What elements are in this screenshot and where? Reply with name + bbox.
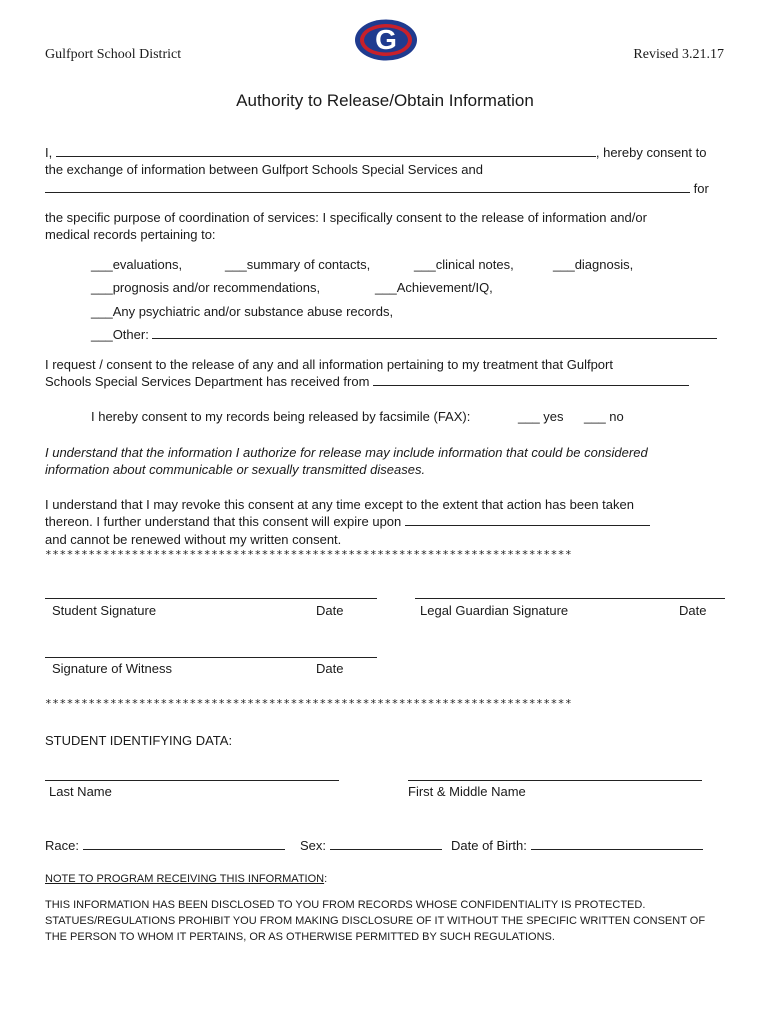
- note-colon: :: [324, 873, 328, 885]
- sex-label: Sex:: [300, 838, 327, 853]
- consent-suffix: , hereby consent to: [595, 145, 707, 160]
- dob-row: [451, 838, 703, 853]
- received-from-field[interactable]: [373, 374, 689, 386]
- sex-row: [300, 838, 442, 853]
- guardian-signature-line[interactable]: [415, 598, 725, 599]
- last-name-line[interactable]: [45, 780, 339, 781]
- dob-field[interactable]: [531, 838, 703, 850]
- race-field[interactable]: [83, 838, 285, 850]
- request-line-2-text: Schools Special Services Department has received from: [45, 374, 370, 389]
- request-line-2: [45, 374, 689, 389]
- expiration-field[interactable]: [405, 514, 650, 526]
- disclosure-line-2: information about communicable or sexually transmitted diseases.: [45, 462, 426, 477]
- option-achievement[interactable]: ___Achievement/IQ,: [375, 280, 493, 295]
- student-signature-label: Student Signature: [52, 603, 157, 618]
- consent-prefix: I,: [45, 145, 53, 160]
- revoke-line-1: I understand that I may revoke this consent at any time except to the extent that action has been taken: [45, 497, 634, 512]
- guardian-signature-label: Legal Guardian Signature: [420, 603, 569, 618]
- consent-line-3: [45, 181, 709, 196]
- separator-top: *************************************************************************: [45, 548, 573, 561]
- revoke-line-2: [45, 514, 650, 529]
- option-other-label: ___Other:: [91, 327, 149, 342]
- option-diagnosis[interactable]: ___diagnosis,: [553, 257, 634, 272]
- note-line-1: THIS INFORMATION HAS BEEN DISCLOSED TO YOU FROM RECORDS WHOSE CONFIDENTIALITY IS PROTECTED.: [45, 899, 646, 911]
- first-name-label: First & Middle Name: [408, 784, 526, 799]
- witness-date-label: Date: [316, 661, 344, 676]
- revoke-line-2-text: thereon. I further understand that this consent will expire upon: [45, 514, 402, 529]
- for-word: for: [693, 181, 709, 196]
- fax-consent-text: I hereby consent to my records being released by facsimile (FAX):: [91, 409, 471, 424]
- revised-date: Revised 3.21.17: [633, 47, 724, 62]
- district-name: Gulfport School District: [45, 47, 182, 62]
- dob-label: Date of Birth:: [451, 838, 527, 853]
- witness-signature-line[interactable]: [45, 657, 377, 658]
- student-signature-line[interactable]: [45, 598, 377, 599]
- page-title: Authority to Release/Obtain Information: [236, 91, 534, 110]
- revoke-line-3: and cannot be renewed without my written consent.: [45, 532, 342, 547]
- logo-letter: G: [375, 24, 397, 55]
- note-heading-row: [45, 873, 327, 885]
- consent-line-2: the exchange of information between Gulfport Schools Special Services and: [45, 162, 483, 177]
- request-line-1: I request / consent to the release of any and all information pertaining to my treatment that Gulfport: [45, 357, 613, 372]
- option-prognosis[interactable]: ___prognosis and/or recommendations,: [91, 280, 321, 295]
- separator-bottom: *************************************************************************: [45, 697, 573, 710]
- agency-field[interactable]: [45, 181, 690, 193]
- first-name-line[interactable]: [408, 780, 702, 781]
- district-logo: [354, 18, 418, 62]
- purpose-line-2: medical records pertaining to:: [45, 227, 216, 242]
- race-label: Race:: [45, 838, 79, 853]
- fax-no-option[interactable]: ___ no: [584, 409, 624, 424]
- option-other[interactable]: [91, 327, 717, 342]
- option-evaluations[interactable]: ___evaluations,: [91, 257, 183, 272]
- disclosure-line-1: I understand that the information I authorize for release may include information that could be considered: [45, 445, 648, 460]
- consent-line-1: [45, 145, 706, 160]
- last-name-label: Last Name: [49, 784, 112, 799]
- witness-signature-label: Signature of Witness: [52, 661, 172, 676]
- purpose-line-1: the specific purpose of coordination of services: I specifically consent to the release of information and/or: [45, 210, 647, 225]
- option-psychiatric[interactable]: ___Any psychiatric and/or substance abuse records,: [91, 304, 394, 319]
- note-heading: NOTE TO PROGRAM RECEIVING THIS INFORMATION: [45, 873, 325, 885]
- student-date-label: Date: [316, 603, 344, 618]
- guardian-date-label: Date: [679, 603, 707, 618]
- note-line-2: STATUES/REGULATIONS PROHIBIT YOU FROM MAKING DISCLOSURE OF IT WITHOUT THE SPECIFIC WRITTEN CONSENT OF: [45, 915, 706, 927]
- other-field[interactable]: [152, 327, 717, 339]
- note-line-3: THE PERSON TO WHOM IT PERTAINS, OR AS OTHERWISE PERMITTED BY SUCH REGULATIONS.: [45, 931, 555, 943]
- consenter-name-field[interactable]: [56, 145, 596, 157]
- fax-yes-option[interactable]: ___ yes: [518, 409, 564, 424]
- race-row: [45, 838, 285, 853]
- student-data-heading: STUDENT IDENTIFYING DATA:: [45, 733, 233, 748]
- sex-field[interactable]: [330, 838, 442, 850]
- option-summary[interactable]: ___summary of contacts,: [225, 257, 371, 272]
- option-clinical[interactable]: ___clinical notes,: [414, 257, 514, 272]
